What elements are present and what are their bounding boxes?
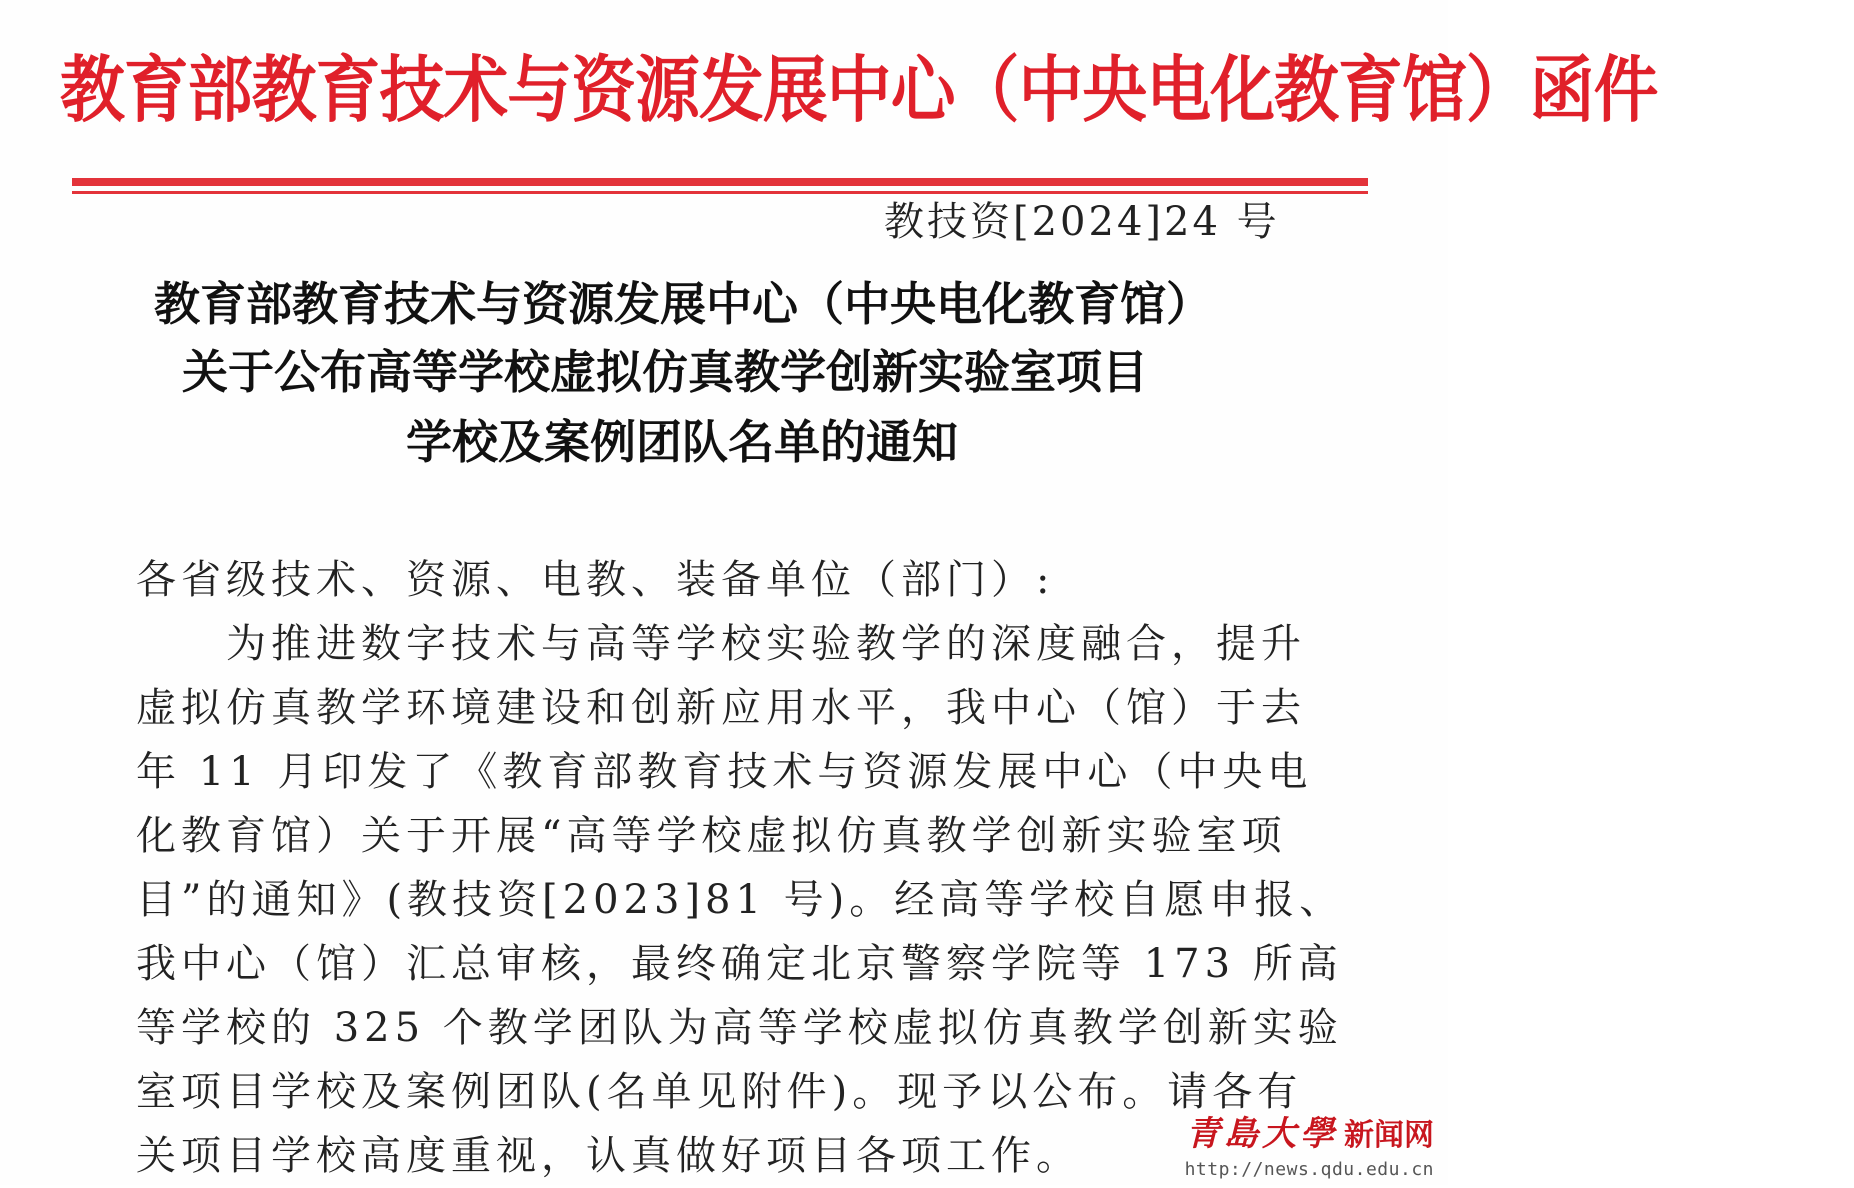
notice-title-line-1: 教育部教育技术与资源发展中心（中央电化教育馆） xyxy=(154,277,1212,331)
news-site-watermark xyxy=(1185,1112,1434,1182)
watermark-logo xyxy=(1185,1112,1434,1158)
watermark-school-name: 青島大學 xyxy=(1186,1114,1338,1154)
watermark-url: http://news.qdu.edu.cn xyxy=(1184,1159,1434,1180)
red-divider-thick xyxy=(72,178,1368,186)
body-paragraph-line: 虚拟仿真教学环境建设和创新应用水平，我中心（馆）于去 xyxy=(136,685,1306,731)
body-paragraph-line: 为推进数字技术与高等学校实验教学的深度融合，提升 xyxy=(136,621,1306,667)
body-paragraph-line: 年 11 月印发了《教育部教育技术与资源发展中心（中央电 xyxy=(136,749,1313,795)
watermark-site-name: 新闻网 xyxy=(1344,1118,1434,1153)
body-paragraph-line: 室项目学校及案例团队(名单见附件)。现予以公布。请各有 xyxy=(136,1069,1303,1115)
masthead-title: 教育部教育技术与资源发展中心（中央电化教育馆）函件 xyxy=(60,47,1658,132)
body-paragraph-line: 化教育馆）关于开展“高等学校虚拟仿真教学创新实验室项 xyxy=(136,813,1287,859)
body-paragraph-line: 等学校的 325 个教学团队为高等学校虚拟仿真教学创新实验 xyxy=(136,1005,1343,1051)
body-paragraph-line: 我中心（馆）汇总审核，最终确定北京警察学院等 173 所高 xyxy=(136,941,1343,987)
body-paragraph-line: 目”的通知》(教技资[2023]81 号)。经高等学校自愿申报、 xyxy=(136,877,1345,923)
notice-title-line-3: 学校及案例团队名单的通知 xyxy=(406,415,958,469)
document-number: 教技资[2024]24 号 xyxy=(884,199,1280,245)
body-paragraph-line: 关项目学校高度重视，认真做好项目各项工作。 xyxy=(136,1133,1081,1179)
salutation: 各省级技术、资源、电教、装备单位（部门）: xyxy=(136,557,1055,603)
notice-title-line-2: 关于公布高等学校虚拟仿真教学创新实验室项目 xyxy=(182,345,1148,399)
